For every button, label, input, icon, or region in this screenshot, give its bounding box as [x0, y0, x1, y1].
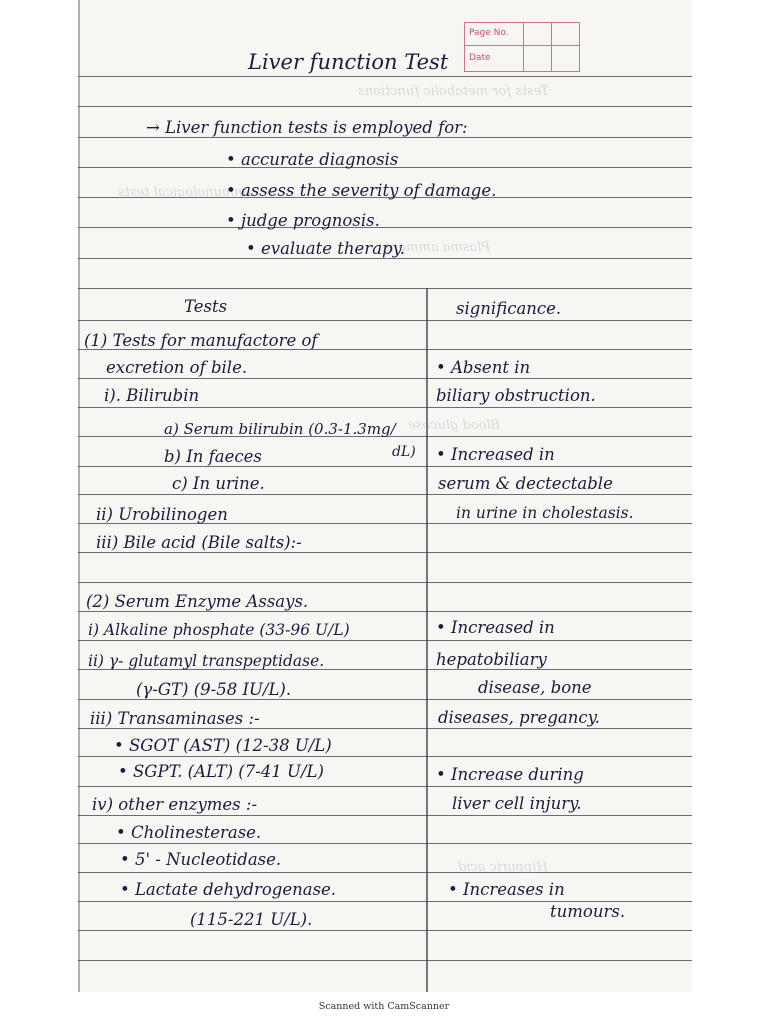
significance-line: biliary obstruction.: [436, 386, 596, 405]
test-line: • Cholinesterase.: [116, 823, 262, 842]
test-line: (γ-GT) (9-58 IU/L).: [136, 680, 292, 699]
test-line: iv) other enzymes :-: [92, 795, 258, 814]
intro-bullet: • evaluate therapy.: [246, 239, 405, 258]
test-line: (2) Serum Enzyme Assays.: [86, 592, 309, 611]
ruled-line: [78, 582, 692, 583]
significance-line: serum & dectectable: [438, 474, 613, 493]
ruled-line: [78, 378, 692, 379]
ruled-line: [78, 930, 692, 931]
intro-bullet: • accurate diagnosis: [226, 150, 399, 169]
test-line: b) In faeces: [164, 447, 262, 466]
page-number-box: [464, 22, 580, 72]
significance-line: • Increase during: [436, 765, 584, 784]
intro-bullet: • judge prognosis.: [226, 211, 380, 230]
significance-line: • Absent in: [436, 358, 531, 377]
test-line: a) Serum bilirubin (0.3-1.3mg/: [164, 420, 396, 438]
ruled-line: [78, 960, 692, 961]
significance-line: disease, bone: [478, 678, 592, 697]
significance-line: • Increased in: [436, 618, 555, 637]
test-line: • 5' - Nucleotidase.: [120, 850, 282, 869]
page-no-label: Page No.: [469, 28, 509, 38]
column-header-tests: Tests: [184, 297, 228, 316]
test-line: (1) Tests for manufactore of: [84, 331, 318, 350]
significance-line: diseases, pregancy.: [438, 708, 600, 727]
intro-heading: → Liver function tests is employed for:: [146, 118, 468, 137]
test-line: ii) γ- glutamyl transpeptidase.: [88, 652, 325, 670]
ruled-line: [78, 756, 692, 757]
page-title: Liver function Test: [248, 50, 449, 74]
test-line: excretion of bile.: [106, 358, 248, 377]
table-divider-line: [426, 288, 428, 992]
test-line: • SGPT. (ALT) (7-41 U/L): [118, 762, 324, 781]
significance-line: • Increases in: [448, 880, 565, 899]
test-line: dL): [392, 444, 416, 460]
ruled-line: [78, 288, 692, 289]
test-line: ii) Urobilinogen: [96, 505, 228, 524]
ruled-line: [78, 872, 692, 873]
column-header-significance: significance.: [456, 299, 562, 318]
significance-line: liver cell injury.: [452, 794, 582, 813]
significance-line: in urine in cholestasis.: [456, 504, 634, 522]
test-line: i) Alkaline phosphate (33-96 U/L): [88, 621, 350, 639]
test-line: (115-221 U/L).: [190, 910, 313, 929]
ruled-line: [78, 227, 692, 228]
ruled-line: [78, 786, 692, 787]
ruled-line: [78, 494, 692, 495]
ruled-line: [78, 76, 692, 77]
test-line: c) In urine.: [172, 474, 265, 493]
ruled-line: [78, 640, 692, 641]
ruled-line: [78, 106, 692, 107]
notebook-page: Page No. Date Tests for metabolic functions Immunological tests Plasma ammonia Blood glucose Hippuric acid Liver function Test → Liver function tests is employed for: • accurate diagnosis • assess the severity of damage. • judge prognosis. • evaluate therapy. Tests significance. (1) Tests for manufactore of excretion of bile. i). Bilirubin a) Serum bilirubin (0.3-1.3mg/ b) In faeces dL) c) In urine. ii) Urobilinogen iii) Bile acid (Bile salts):- (2) Serum Enzyme Assays. i) Alkaline phosphate (33-96 U/L) ii) γ- glutamyl transpeptidase. (γ-GT) (9-58 IU/L). iii) Transaminases :- • SGOT (AST) (12-38 U/L) • SGPT. (ALT) (7-41 U/L) iv) other enzymes :- • Cholinesterase. • 5' - Nucleotidase. • Lactate dehydrogenase. (115-221 U/L). • Absent in biliary obstruction. • Increased in serum & dectectable in urine in cholestasis. • Increased in hepatobiliary disease, bone diseases, pregancy. • Increase during liver cell injury. • Increases in tumours.: [78, 0, 692, 992]
significance-line: hepatobiliary: [436, 650, 547, 669]
test-line: i). Bilirubin: [104, 386, 200, 405]
date-label: Date: [469, 53, 491, 63]
intro-bullet: • assess the severity of damage.: [226, 181, 497, 200]
test-line: iii) Bile acid (Bile salts):-: [96, 533, 302, 552]
scanner-watermark: Scanned with CamScanner: [318, 1001, 450, 1012]
ruled-line: [78, 843, 692, 844]
test-line: • Lactate dehydrogenase.: [120, 880, 337, 899]
ruled-line: [78, 320, 692, 321]
ruled-line: [78, 815, 692, 816]
test-line: • SGOT (AST) (12-38 U/L): [114, 736, 332, 755]
ruled-line: [78, 407, 692, 408]
significance-line: tumours.: [550, 902, 626, 921]
test-line: iii) Transaminases :-: [90, 709, 260, 728]
significance-line: • Increased in: [436, 445, 555, 464]
